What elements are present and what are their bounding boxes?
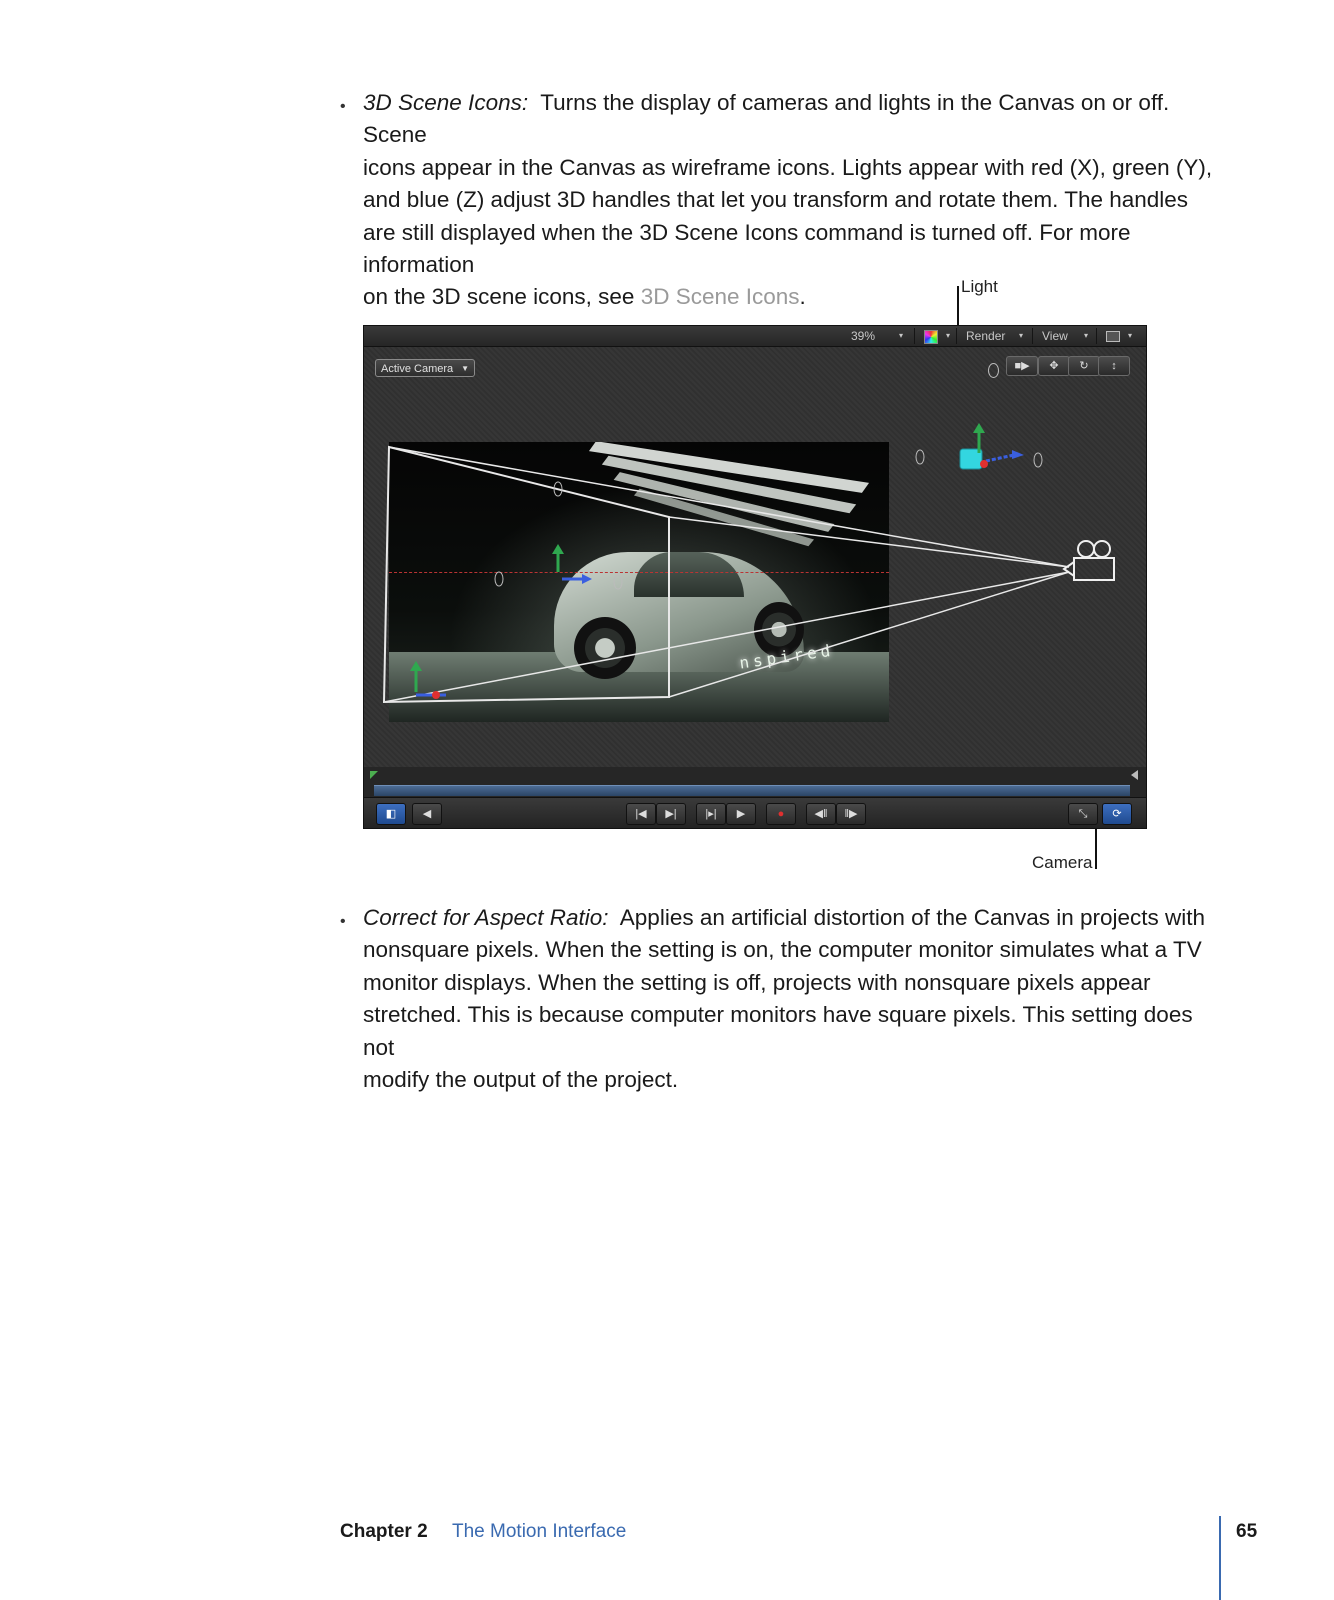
frustum-near-plane	[384, 447, 669, 702]
zoom-level[interactable]: 39%	[851, 329, 876, 343]
camera-tool-icon[interactable]: ■▶	[1006, 356, 1038, 376]
bullet-2-term: Correct for Aspect Ratio:	[363, 905, 609, 930]
step-forward-icon[interactable]: |▸|	[696, 803, 726, 825]
toolbar-divider	[1096, 328, 1097, 344]
play-icon[interactable]: ▶	[726, 803, 756, 825]
view-layout-icon[interactable]	[1106, 331, 1120, 342]
callout-camera-label: Camera	[1032, 853, 1093, 872]
dolly-tool-icon[interactable]: ↕	[1098, 356, 1130, 376]
bullet-1-term: 3D Scene Icons:	[363, 90, 529, 115]
callout-light-label: Light	[961, 277, 998, 296]
render-chevron-icon[interactable]: ▾	[1019, 331, 1024, 340]
mini-timeline[interactable]	[364, 767, 1146, 797]
channels-chevron-icon[interactable]: ▾	[946, 331, 951, 340]
render-menu[interactable]: Render	[966, 329, 1006, 343]
layout-chevron-icon[interactable]: ▾	[1128, 331, 1133, 340]
bullet-2-line-2: nonsquare pixels. When the setting is on, the computer monitor simulates what a TV	[363, 937, 1202, 963]
camera-frustum-wireframe	[364, 347, 1146, 767]
bullet-2-line-5: modify the output of the project.	[363, 1067, 679, 1093]
color-channels-icon[interactable]	[924, 330, 938, 344]
go-to-start-icon[interactable]: |◀	[626, 803, 656, 825]
orbit-tool-icon[interactable]: ↻	[1068, 356, 1100, 376]
layers-toggle-icon[interactable]: ◧	[376, 803, 406, 825]
full-screen-icon[interactable]: ⤡	[1068, 803, 1098, 825]
view-menu[interactable]: View	[1042, 329, 1068, 343]
bullet-2-paragraph	[363, 902, 1223, 1096]
frustum-edge	[669, 517, 1069, 567]
toolbar-divider	[914, 328, 915, 344]
bullet-1-paragraph	[363, 87, 1223, 314]
footer-chapter-title-link[interactable]: The Motion Interface	[452, 1521, 627, 1542]
zoom-chevron-icon[interactable]: ▾	[899, 331, 904, 340]
timeline-scrub-bar[interactable]	[374, 785, 1130, 796]
scene-text: nspired	[738, 640, 836, 673]
bullet-1-line-1: Turns the display of cameras and lights in the Canvas on or off. Scene	[363, 90, 1170, 148]
canvas-toolbar	[364, 326, 1146, 347]
frustum-edge	[384, 572, 1069, 702]
bullet-1-period: .	[799, 284, 806, 310]
previous-frame-icon[interactable]: ◀‖	[806, 803, 836, 825]
bullet-2-symbol: •	[340, 913, 346, 930]
footer-chapter: Chapter 2	[340, 1521, 428, 1542]
bullet-1-line-3: and blue (Z) adjust 3D handles that let you transform and rotate them. The handles	[363, 187, 1189, 213]
toolbar-divider	[956, 328, 957, 344]
scene-icons-link[interactable]: 3D Scene Icons	[640, 284, 800, 310]
toolbar-divider	[1032, 328, 1033, 344]
bullet-1-line-2: icons appear in the Canvas as wireframe icons. Lights appear with red (X), green (Y),	[363, 154, 1213, 180]
play-range-in-marker-icon[interactable]	[370, 771, 378, 779]
bullet-2-line-3: monitor displays. When the setting is off, projects with nonsquare pixels appear	[363, 969, 1151, 995]
audio-mute-icon[interactable]: ◀	[412, 803, 442, 825]
bullet-1-line-4: are still displayed when the 3D Scene Icons command is turned off. For more information	[363, 219, 1131, 278]
pan-tool-icon[interactable]: ✥	[1038, 356, 1070, 376]
page-number: 65	[1236, 1521, 1258, 1542]
frustum-edge	[669, 572, 1069, 697]
canvas-viewport[interactable]	[364, 347, 1146, 767]
transport-controls	[364, 797, 1146, 829]
bullet-1-symbol: •	[340, 98, 346, 115]
active-camera-label: Active Camera	[381, 363, 454, 375]
bullet-2-line-1: Applies an artificial distortion of the Canvas in projects with	[619, 905, 1206, 930]
camera-scene-icon	[1064, 541, 1114, 580]
next-frame-icon[interactable]: ‖▶	[836, 803, 866, 825]
light-scene-icon	[916, 423, 1042, 469]
object-axis-handles	[410, 482, 622, 699]
bullet-1-line-5: on the 3D scene icons, see	[363, 284, 635, 310]
canvas-window	[363, 325, 1147, 829]
record-icon[interactable]: ●	[766, 803, 796, 825]
play-range-out-marker-icon[interactable]	[1131, 770, 1138, 780]
view-chevron-icon[interactable]: ▾	[1084, 331, 1089, 340]
footer-divider	[1219, 1516, 1221, 1600]
bullet-2-line-4: stretched. This is because computer monitors have square pixels. This setting does not	[363, 1002, 1193, 1060]
loop-playback-icon[interactable]: ⟳	[1102, 803, 1132, 825]
go-to-end-icon[interactable]: ▶|	[656, 803, 686, 825]
active-camera-chevron-icon: ▼	[461, 364, 469, 373]
